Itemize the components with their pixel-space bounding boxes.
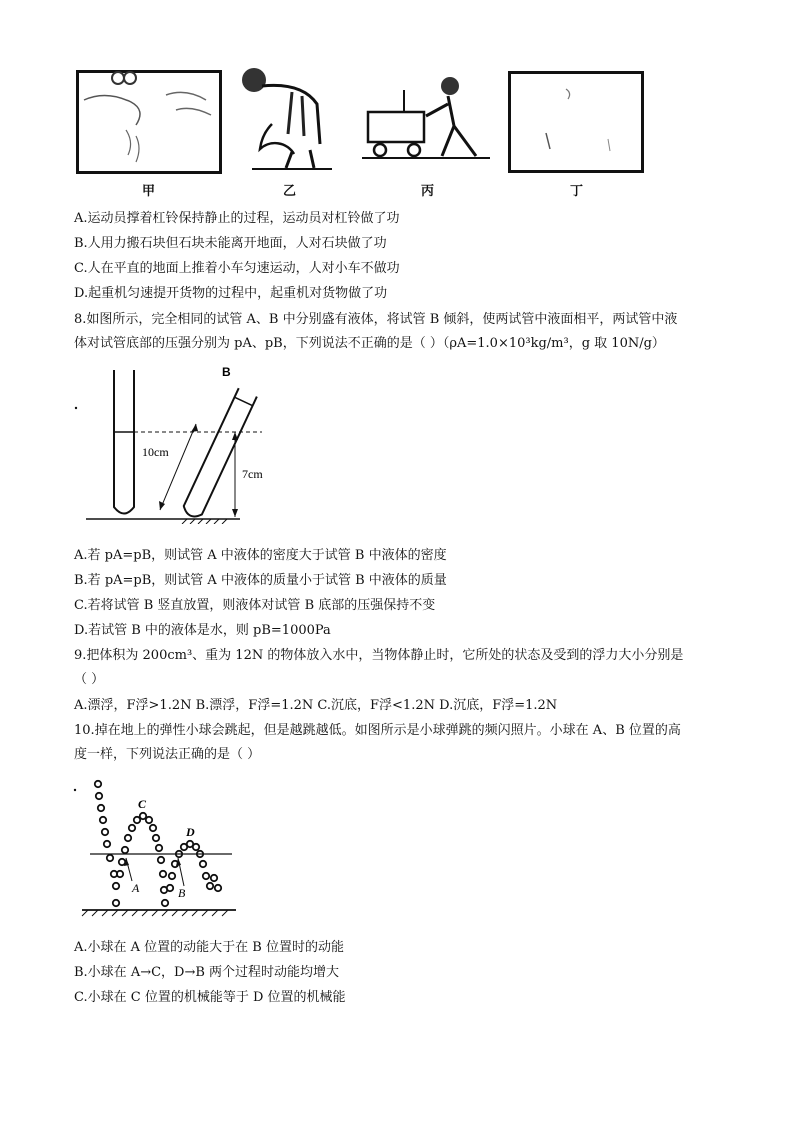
q7-figure-bing (358, 76, 494, 166)
q7-option-c: C.人在平直的地面上推着小车匀速运动，人对小车不做功 (74, 261, 400, 276)
q7-figure-yi (232, 64, 350, 176)
q10-label-a: A (132, 881, 140, 895)
q8-option-b: B.若 pA=pB，则试管 A 中液体的质量小于试管 B 中液体的质量 (74, 573, 447, 588)
q10-label-b: B (178, 886, 186, 900)
q7-caption-yi: 乙 (283, 184, 297, 199)
q8-option-c: C.若将试管 B 竖直放置，则液体对试管 B 底部的压强保持不变 (74, 598, 436, 613)
q9-stem-line2: （ ） (74, 672, 105, 687)
q7-figure-ding (508, 71, 644, 173)
q10-stem-line2: 度一样，下列说法正确的是（ ） (74, 747, 261, 762)
q10-label-d: D (186, 825, 195, 839)
q8-label-b: B (222, 365, 231, 379)
q8-stem-line2: 体对试管底部的压强分别为 pA、pB，下列说法不正确的是（ ）（ρA=1.0×10³kg/m³，g 取 10N/g） (74, 336, 665, 351)
q8-stem-line1: 8.如图所示，完全相同的试管 A、B 中分别盛有液体，将试管 B 倾斜，使两试管中液面相平，两试管中液 (74, 312, 678, 327)
q7-option-a: A.运动员撑着杠铃保持静止的过程，运动员对杠铃做了功 (74, 211, 400, 226)
q10-figure (72, 778, 236, 922)
q8-figure (72, 362, 272, 524)
q7-caption-ding: 丁 (570, 184, 584, 199)
q7-option-b: B.人用力搬石块但石块未能离开地面，人对石块做了功 (74, 236, 387, 251)
q10-stem-line1: 10.掉在地上的弹性小球会跳起，但是越跳越低。如图所示是小球弹跳的频闪照片。小球在 A、B 位置的高 (74, 723, 681, 738)
q8-option-a: A.若 pA=pB，则试管 A 中液体的密度大于试管 B 中液体的密度 (74, 548, 447, 563)
q7-caption-jia: 甲 (142, 184, 156, 199)
q10-option-c: C.小球在 C 位置的机械能等于 D 位置的机械能 (74, 990, 346, 1005)
q8-option-d: D.若试管 B 中的液体是水，则 pB=1000Pa (74, 623, 331, 638)
q7-caption-bing: 丙 (421, 184, 435, 199)
q9-stem-line1: 9.把体积为 200cm³、重为 12N 的物体放入水中，当物体静止时，它所处的状态及受到的浮力大小分别是 (74, 648, 684, 663)
q7-option-d: D.起重机匀速提开货物的过程中，起重机对货物做了功 (74, 286, 388, 301)
q8-label-10cm: 10cm (142, 445, 169, 459)
q9-options: A.漂浮，F浮>1.2N B.漂浮，F浮=1.2N C.沉底，F浮<1.2N D.沉底，F浮=1.2N (74, 698, 558, 713)
q10-option-a: A.小球在 A 位置的动能大于在 B 位置时的动能 (74, 940, 344, 955)
q10-option-b: B.小球在 A→C，D→B 两个过程时动能均增大 (74, 965, 340, 980)
q8-label-7cm: 7cm (242, 467, 263, 481)
q7-figure-jia (76, 70, 222, 174)
q10-label-c: C (138, 797, 147, 811)
